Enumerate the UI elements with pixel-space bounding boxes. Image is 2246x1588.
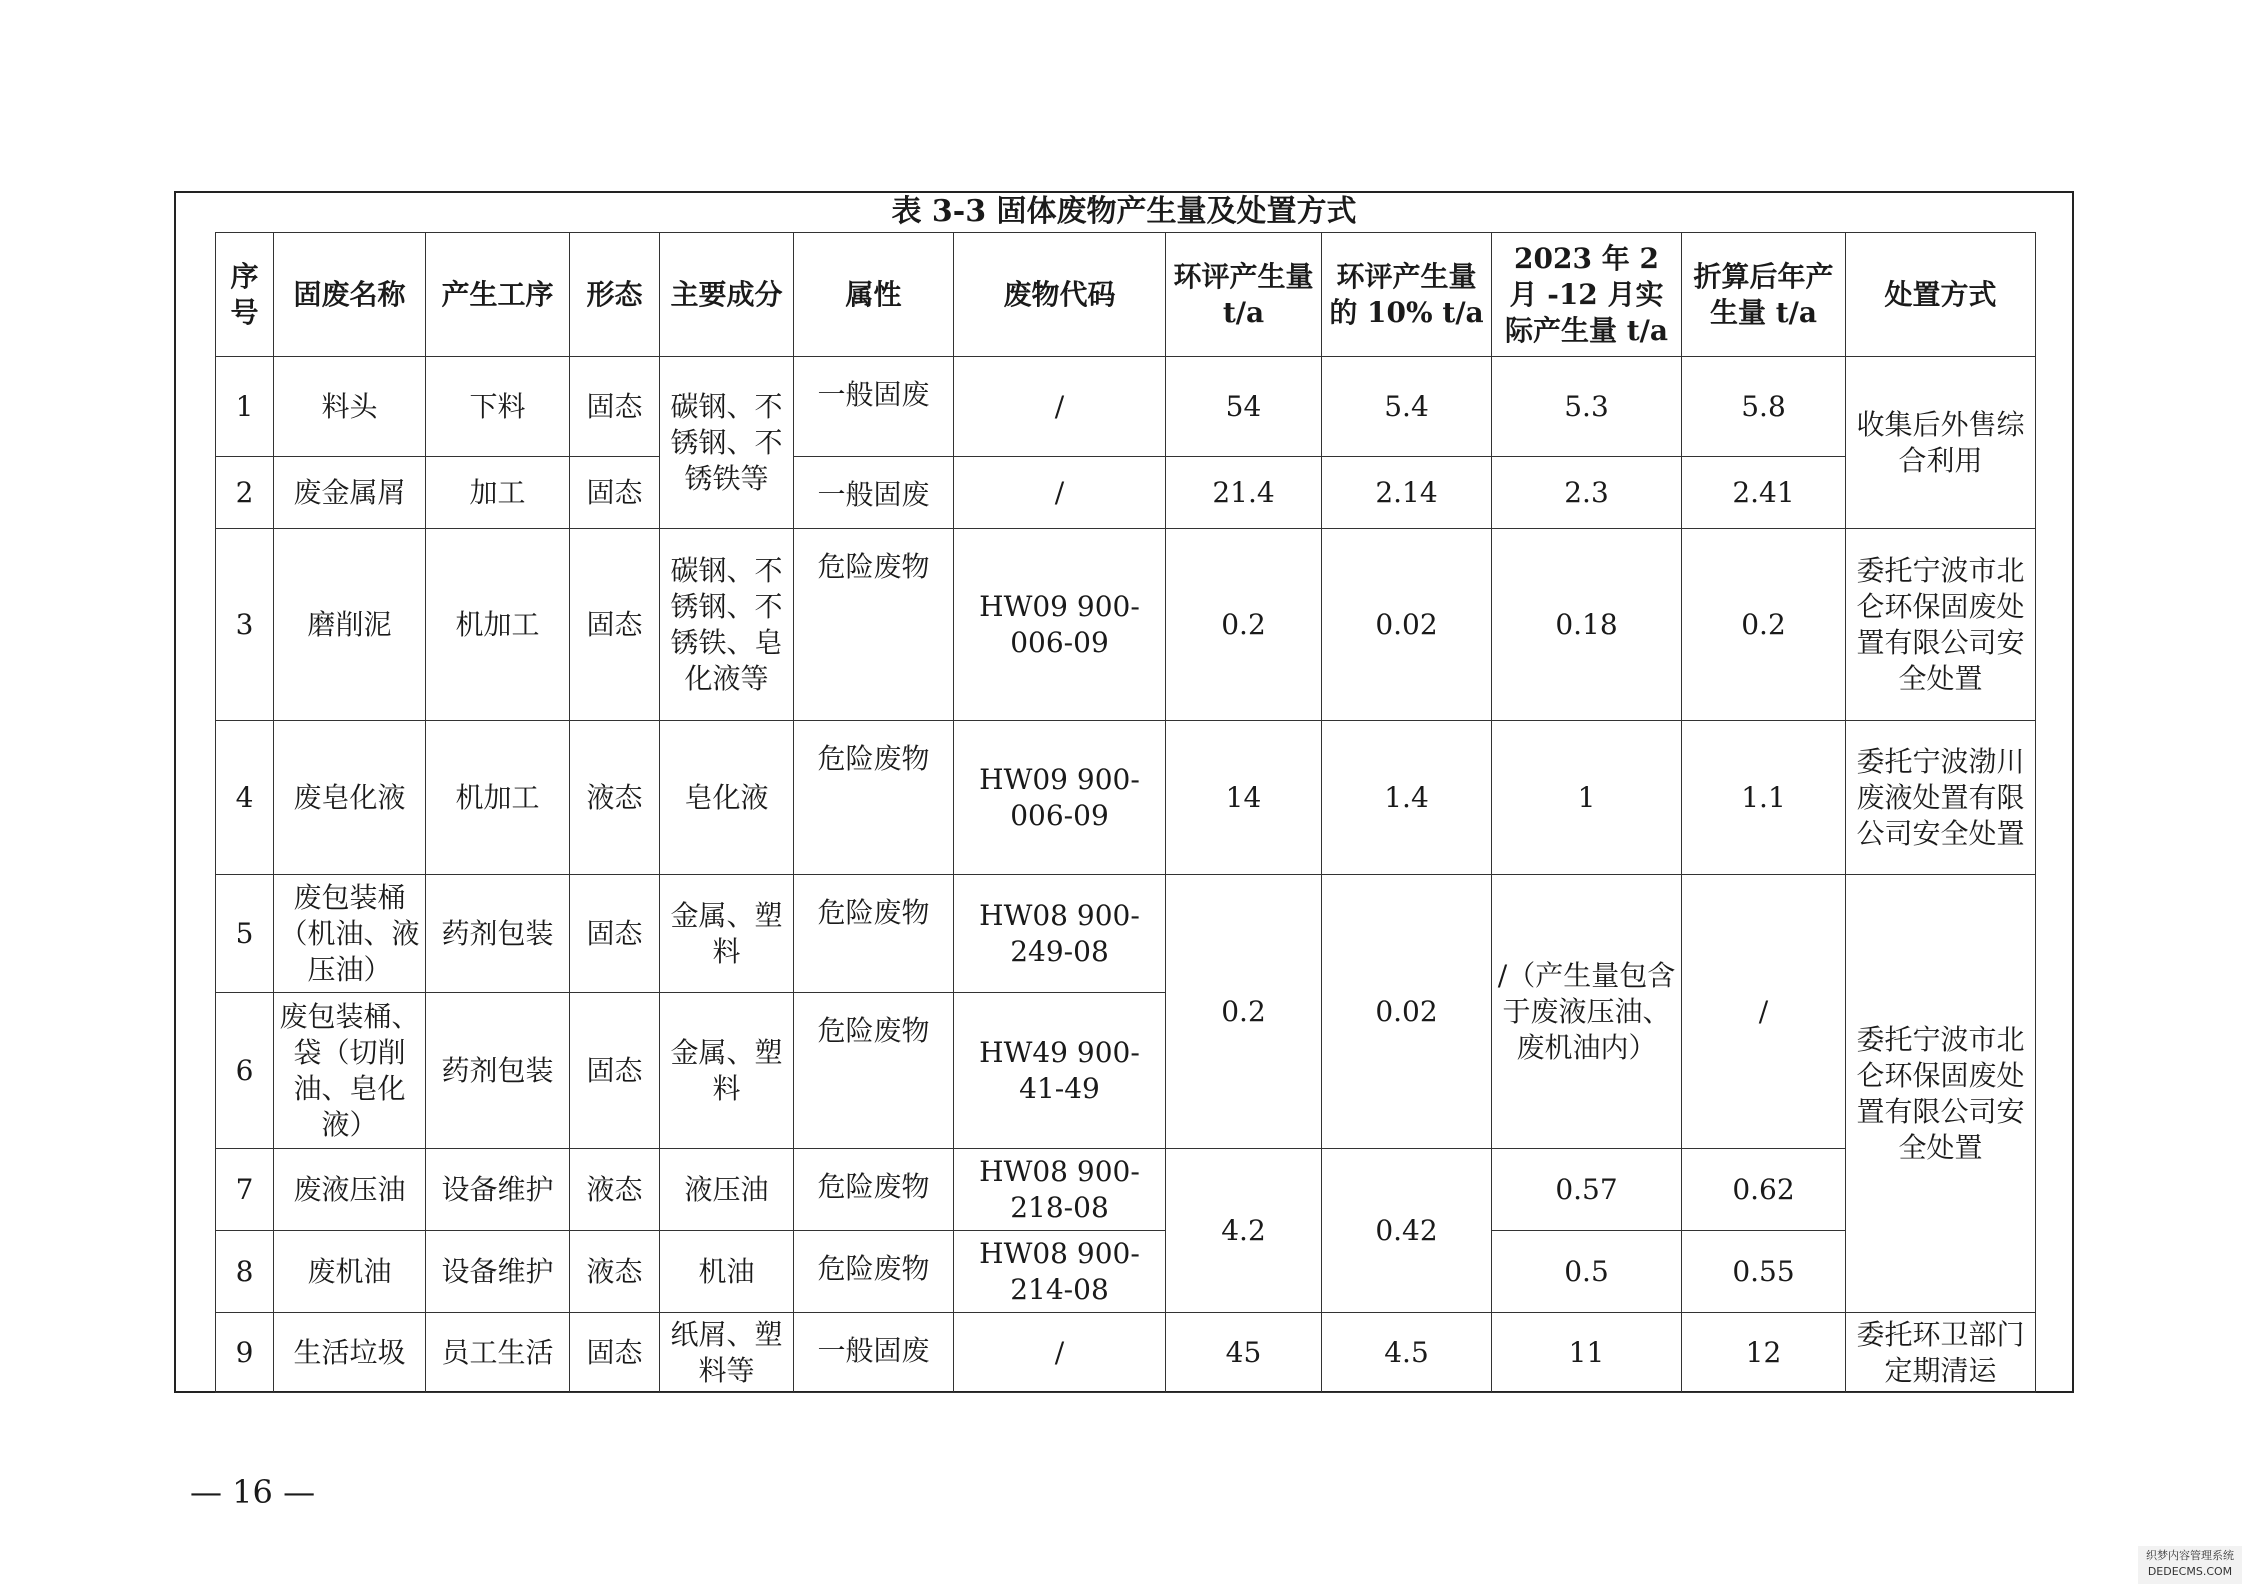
watermark-line: 织梦内容管理系统 xyxy=(2146,1549,2234,1562)
cell-process: 下料 xyxy=(426,357,570,457)
cell-name: 废机油 xyxy=(274,1231,426,1313)
cell-property: 一般固废 xyxy=(794,357,954,457)
header-cell: 废物代码 xyxy=(954,233,1166,357)
cell-no: 6 xyxy=(216,993,274,1149)
cell-no: 9 xyxy=(216,1313,274,1393)
header-cell: 2023 年 2 月 -12 月实际产生量 t/a xyxy=(1492,233,1682,357)
cell-composition: 纸屑、塑料等 xyxy=(660,1313,794,1393)
cell-name: 磨削泥 xyxy=(274,529,426,721)
cell-actual: 0.57 xyxy=(1492,1149,1682,1231)
cell-process: 药剂包装 xyxy=(426,993,570,1149)
cell-annual: 2.41 xyxy=(1682,457,1846,529)
cell-name: 废液压油 xyxy=(274,1149,426,1231)
cell-state: 固态 xyxy=(570,357,660,457)
cell-eia: 4.2 xyxy=(1166,1149,1322,1313)
cell-no: 1 xyxy=(216,357,274,457)
cell-no: 7 xyxy=(216,1149,274,1231)
cell-process: 机加工 xyxy=(426,529,570,721)
cell-state: 固态 xyxy=(570,457,660,529)
cell-no: 3 xyxy=(216,529,274,721)
cell-state: 液态 xyxy=(570,1149,660,1231)
cell-state: 固态 xyxy=(570,1313,660,1393)
cell-disposal: 委托宁波市北仑环保固废处置有限公司安全处置 xyxy=(1846,875,2036,1313)
cell-no: 2 xyxy=(216,457,274,529)
cell-process: 机加工 xyxy=(426,721,570,875)
cell-state: 液态 xyxy=(570,721,660,875)
cell-actual: 11 xyxy=(1492,1313,1682,1393)
cell-ten: 4.5 xyxy=(1322,1313,1492,1393)
cell-property: 危险废物 xyxy=(794,721,954,875)
cell-disposal: 委托环卫部门定期清运 xyxy=(1846,1313,2036,1393)
cell-name: 料头 xyxy=(274,357,426,457)
cell-actual: 5.3 xyxy=(1492,357,1682,457)
header-cell: 固废名称 xyxy=(274,233,426,357)
cell-process: 员工生活 xyxy=(426,1313,570,1393)
cell-composition: 碳钢、不锈钢、不锈铁等 xyxy=(660,357,794,529)
cell-eia: 14 xyxy=(1166,721,1322,875)
header-cell: 处置方式 xyxy=(1846,233,2036,357)
cell-name: 废金属屑 xyxy=(274,457,426,529)
cell-actual: 2.3 xyxy=(1492,457,1682,529)
header-cell: 属性 xyxy=(794,233,954,357)
cell-ten: 0.42 xyxy=(1322,1149,1492,1313)
cell-code: / xyxy=(954,357,1166,457)
cell-process: 设备维护 xyxy=(426,1231,570,1313)
cell-no: 4 xyxy=(216,721,274,875)
cell-actual: /（产生量包含于废液压油、废机油内） xyxy=(1492,875,1682,1149)
cell-no: 5 xyxy=(216,875,274,993)
cell-code: HW09 900-006-09 xyxy=(954,529,1166,721)
cell-code: / xyxy=(954,1313,1166,1393)
cell-composition: 液压油 xyxy=(660,1149,794,1231)
table-row xyxy=(216,529,2036,721)
cell-composition: 碳钢、不锈钢、不锈铁、皂化液等 xyxy=(660,529,794,721)
cell-ten: 1.4 xyxy=(1322,721,1492,875)
cell-annual: 5.8 xyxy=(1682,357,1846,457)
cell-eia: 21.4 xyxy=(1166,457,1322,529)
cell-code: HW49 900-41-49 xyxy=(954,993,1166,1149)
cell-property: 危险废物 xyxy=(794,875,954,993)
cell-name: 废皂化液 xyxy=(274,721,426,875)
cell-actual: 0.5 xyxy=(1492,1231,1682,1313)
header-cell: 主要成分 xyxy=(660,233,794,357)
cell-annual: 0.2 xyxy=(1682,529,1846,721)
cell-composition: 金属、塑料 xyxy=(660,993,794,1149)
cell-annual: 0.62 xyxy=(1682,1149,1846,1231)
cell-composition: 皂化液 xyxy=(660,721,794,875)
table-row xyxy=(216,357,2036,457)
cell-property: 危险废物 xyxy=(794,529,954,721)
cell-process: 设备维护 xyxy=(426,1149,570,1231)
cell-state: 固态 xyxy=(570,993,660,1149)
cell-property: 一般固废 xyxy=(794,457,954,529)
cell-eia: 45 xyxy=(1166,1313,1322,1393)
table-row xyxy=(216,1149,2036,1231)
header-cell: 产生工序 xyxy=(426,233,570,357)
cell-disposal: 委托宁波渤川废液处置有限公司安全处置 xyxy=(1846,721,2036,875)
cell-name: 生活垃圾 xyxy=(274,1313,426,1393)
table-row xyxy=(216,875,2036,993)
watermark-line: DEDECMS.COM xyxy=(2147,1565,2233,1578)
cell-annual: 1.1 xyxy=(1682,721,1846,875)
table-row xyxy=(216,721,2036,875)
cell-property: 危险废物 xyxy=(794,993,954,1149)
cell-property: 危险废物 xyxy=(794,1231,954,1313)
cell-actual: 1 xyxy=(1492,721,1682,875)
cell-process: 加工 xyxy=(426,457,570,529)
cell-code: / xyxy=(954,457,1166,529)
header-cell: 环评产生量 t/a xyxy=(1166,233,1322,357)
cell-code: HW08 900-249-08 xyxy=(954,875,1166,993)
header-cell: 环评产生量的 10% t/a xyxy=(1322,233,1492,357)
header-cell: 形态 xyxy=(570,233,660,357)
cell-no: 8 xyxy=(216,1231,274,1313)
cell-eia: 0.2 xyxy=(1166,875,1322,1149)
header-cell: 序号 xyxy=(216,233,274,357)
cell-ten: 5.4 xyxy=(1322,357,1492,457)
cell-ten: 0.02 xyxy=(1322,875,1492,1149)
cell-annual: / xyxy=(1682,875,1846,1149)
cell-actual: 0.18 xyxy=(1492,529,1682,721)
cell-name: 废包装桶、袋（切削油、皂化液） xyxy=(274,993,426,1149)
cell-eia: 0.2 xyxy=(1166,529,1322,721)
cell-eia: 54 xyxy=(1166,357,1322,457)
table-title: 表 3-3 固体废物产生量及处置方式 xyxy=(891,194,1357,229)
cell-composition: 金属、塑料 xyxy=(660,875,794,993)
solid-waste-table xyxy=(215,232,2036,1393)
table-row xyxy=(216,457,2036,529)
cell-property: 危险废物 xyxy=(794,1149,954,1231)
table-row xyxy=(216,1313,2036,1393)
cell-process: 药剂包装 xyxy=(426,875,570,993)
cell-ten: 2.14 xyxy=(1322,457,1492,529)
cell-state: 固态 xyxy=(570,875,660,993)
cell-disposal: 收集后外售综合利用 xyxy=(1846,357,2036,529)
cell-code: HW08 900-218-08 xyxy=(954,1149,1166,1231)
cell-state: 液态 xyxy=(570,1231,660,1313)
cell-ten: 0.02 xyxy=(1322,529,1492,721)
site-watermark xyxy=(2138,1546,2242,1584)
header-cell: 折算后年产生量 t/a xyxy=(1682,233,1846,357)
cell-annual: 12 xyxy=(1682,1313,1846,1393)
header-row xyxy=(216,233,2036,357)
cell-state: 固态 xyxy=(570,529,660,721)
cell-code: HW08 900-214-08 xyxy=(954,1231,1166,1313)
page-number: — 16 — xyxy=(190,1473,316,1511)
cell-disposal: 委托宁波市北仑环保固废处置有限公司安全处置 xyxy=(1846,529,2036,721)
table-row xyxy=(216,1231,2036,1313)
cell-composition: 机油 xyxy=(660,1231,794,1313)
cell-property: 一般固废 xyxy=(794,1313,954,1393)
cell-code: HW09 900-006-09 xyxy=(954,721,1166,875)
cell-annual: 0.55 xyxy=(1682,1231,1846,1313)
cell-name: 废包装桶（机油、液压油） xyxy=(274,875,426,993)
